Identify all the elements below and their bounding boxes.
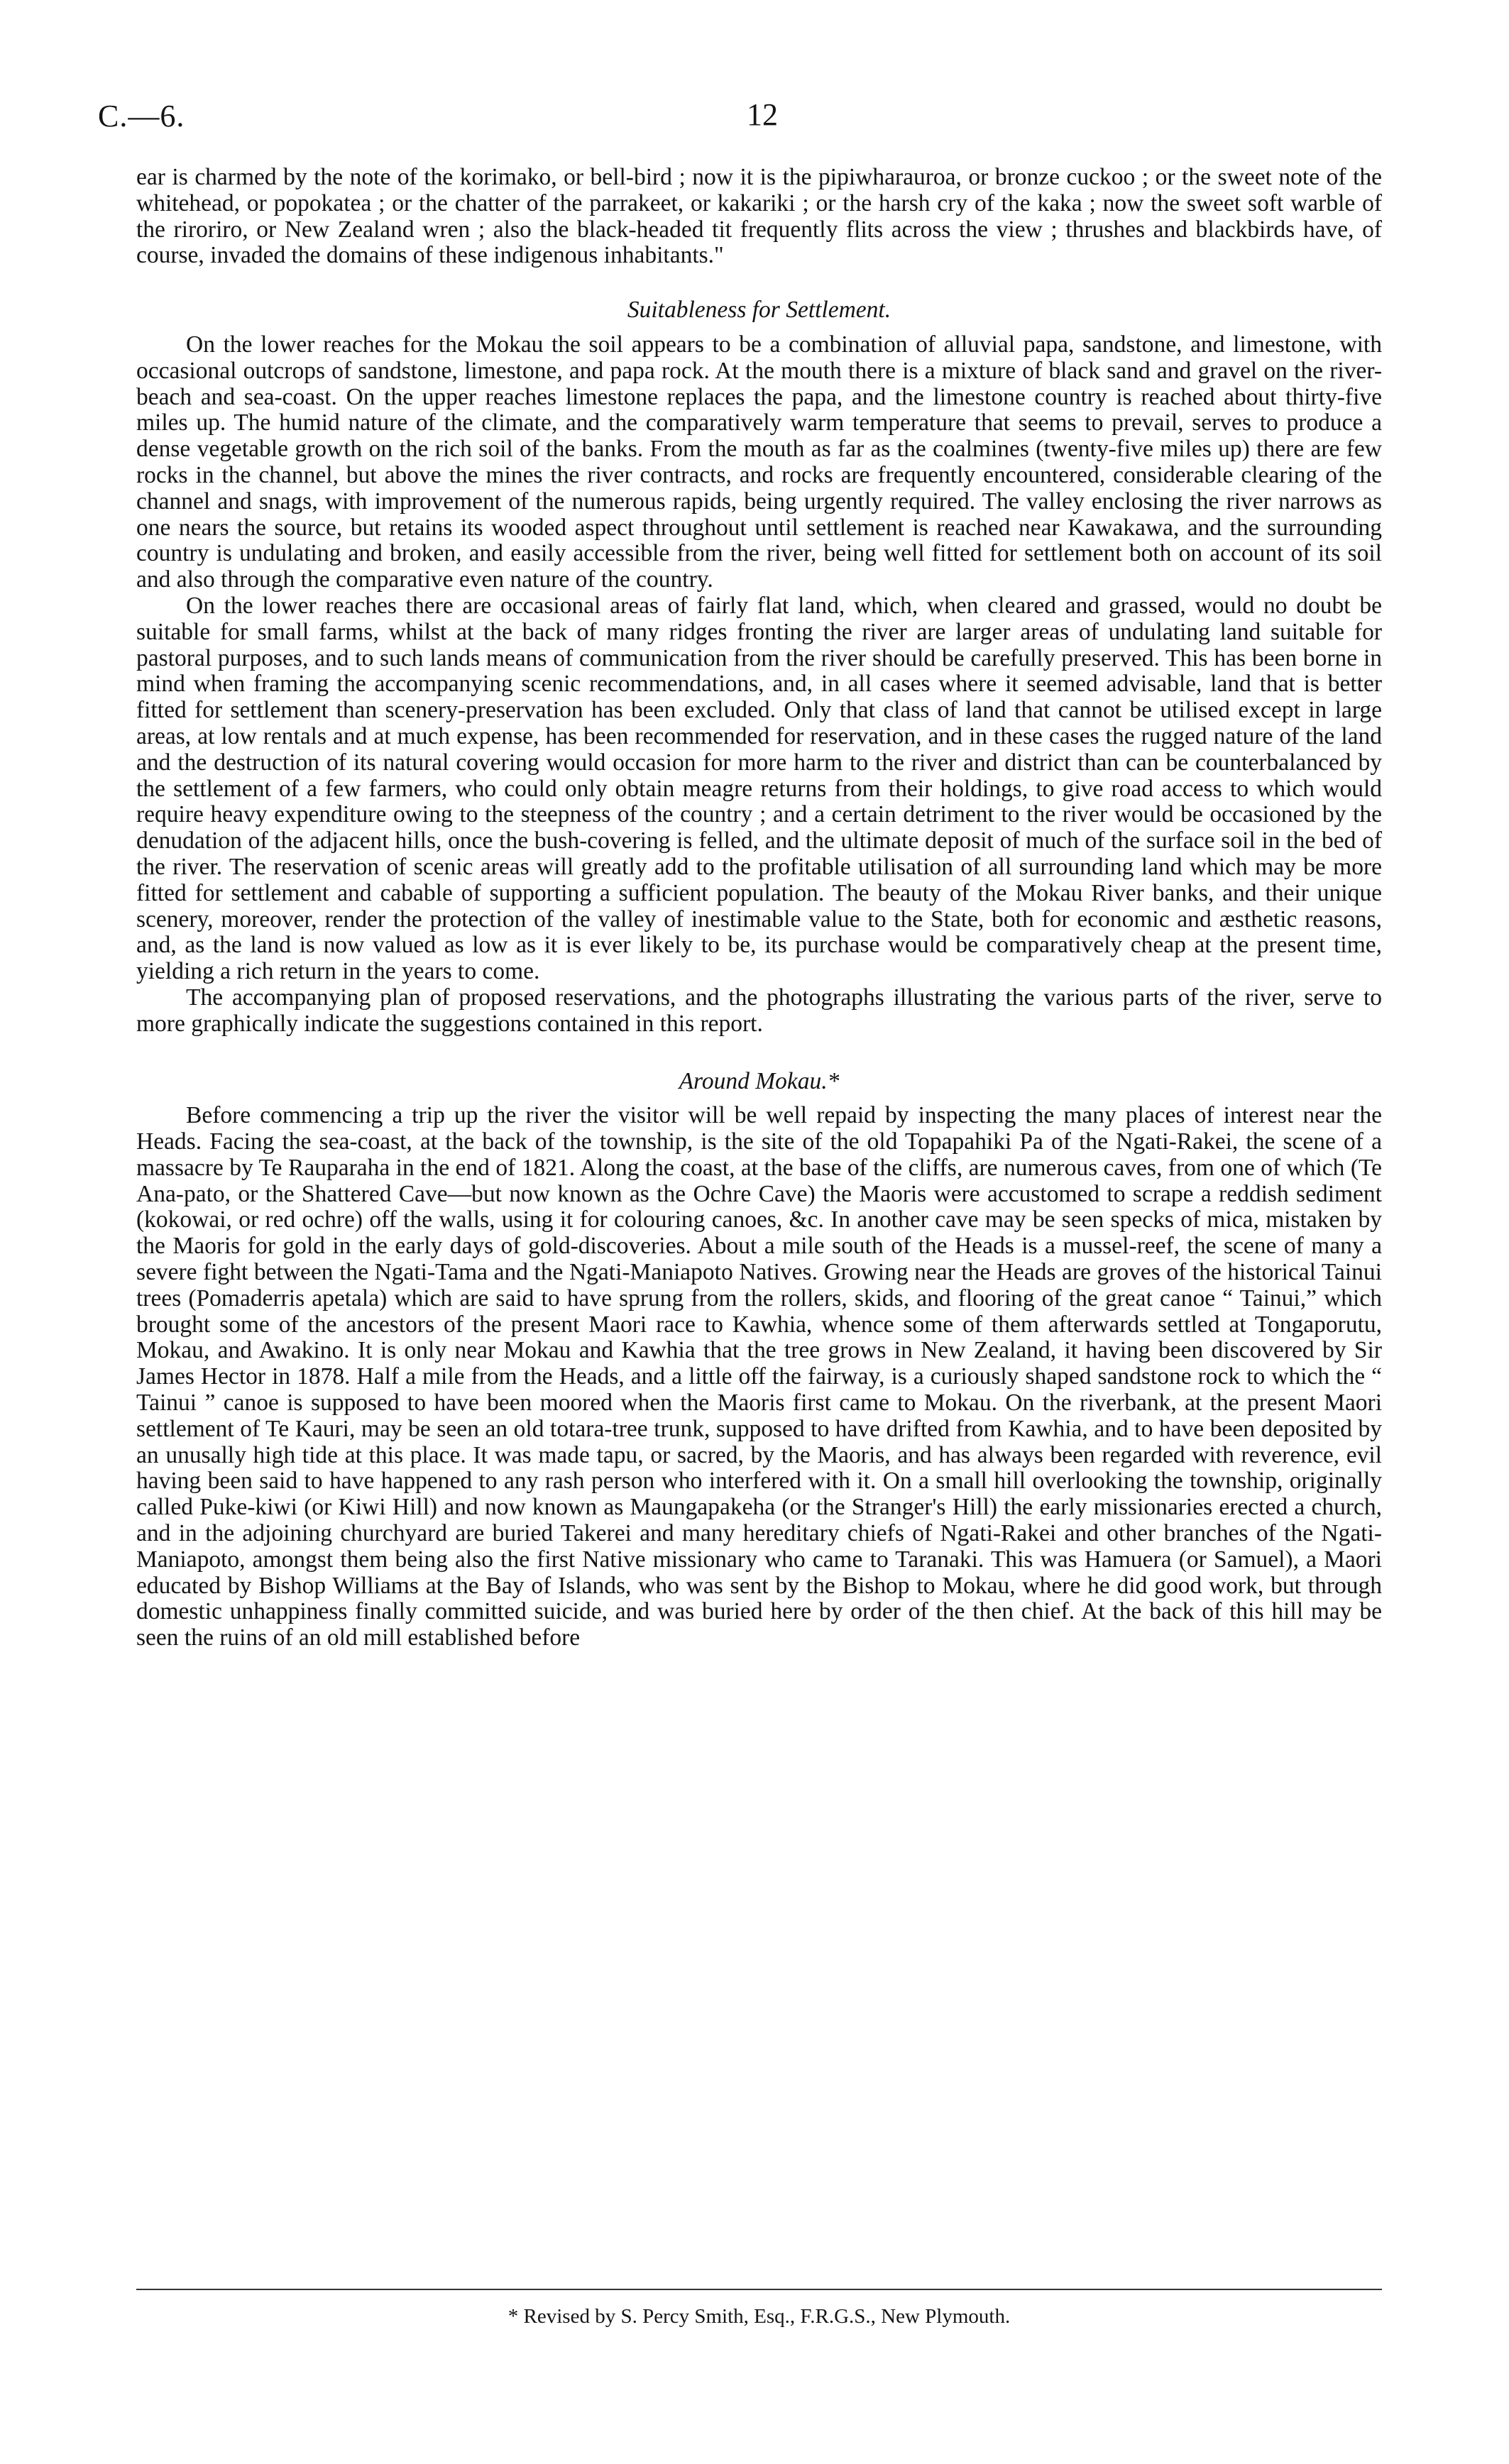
heading-around-mokau: Around Mokau.* (679, 1067, 840, 1094)
heading-suitableness-for-settlement: Suitableness for Settlement. (627, 297, 891, 324)
page-number: 12 (747, 97, 778, 132)
paragraph-places-near-heads: Before commencing a trip up the river the visitor will be well repaid by inspecting the many places of interest near the Heads. Facing the sea-coast, at the back of the township, is the site of the old Topapahiki Pa of the Ngati-Rakei, the scene of a massacre by Te Rauparaha in the end of 1821. Along the coast, at the base of the cliffs, are numerous caves, from one of which (Te Ana-pato, or the Shattered Cave—but now known as the Ochre Cave) the Maoris were accustomed to scrape a reddish sediment (kokowai, or red ochre) off the walls, using it for colouring canoes, &c. In another cave may be seen specks of mica, mistaken by the Maoris for gold in the early days of gold-discoveries. About a mile south of the Heads is a mussel-reef, the scene of many a severe fight between the Ngati-Tama and the Ngati-Maniapoto Natives. Growing near the Heads are groves of the historical Tainui trees (Pomaderris apetala) which are said to have sprung from the rollers, skids, and flooring of the great canoe “ Tainui,” which brought some of the ancestors of the present Maori race to Kawhia, whence some of them afterwards settled at Tongaporutu, Mokau, and Awakino. It is only near Mokau and Kawhia that the tree grows in New Zealand, it having been discovered by Sir James Hector in 1878. Half a mile from the Heads, and a little off the fairway, is a curiously shaped sandstone rock to which the “ Tainui ” canoe is supposed to have been moored when the Maoris first came to Mokau. On the riverbank, at the present Maori settlement of Te Kauri, may be seen an old totara-tree trunk, supposed to have drifted from Kawhia, and to have been deposited by an unusally high tide at this place. It was made tapu, or sacred, by the Maoris, and has always been regarded with reverence, evil having been said to have happened to any rash person who interfered with it. On a small hill overlooking the township, originally called Puke-kiwi (or Kiwi Hill) and now known as Maungapakeha (or the Stranger's Hill) the early missionaries erected a church, and in the adjoining churchyard are buried Takerei and many hereditary chiefs of Ngati-Rakei and other branches of the Ngati-Maniapoto, amongst them being also the first Native missionary who came to Taranaki. This was Hamuera (or Samuel), a Maori educated by Bishop Williams at the Bay of Islands, who was sent by the Bishop to Mokau, where he did good work, but through domestic unhappiness finally committed suicide, and was buried here by order of the then chief. At the back of this hill may be seen the ruins of an old mill established before (136, 1102, 1382, 1651)
page-id: C.—6. (98, 99, 185, 133)
footnote-divider (136, 2289, 1382, 2290)
footnote: * Revised by S. Percy Smith, Esq., F.R.G.S., New Plymouth. (507, 2305, 1011, 2328)
paragraph-soil-and-river: On the lower reaches for the Mokau the soil appears to be a combination of alluvial papa, sandstone, and limestone, with occasional outcrops of sandstone, limestone, and papa rock. At the mouth there is a mixture of black sand and gravel on the river-beach and sea-coast. On the upper reaches limestone replaces the papa, and the limestone country is reached about thirty-five miles up. The humid nature of the climate, and the comparatively warm temperature that seems to prevail, serves to produce a dense vegetable growth on the rich soil of the banks. From the mouth as far as the coalmines (twenty-five miles up) there are few rocks in the channel, but above the mines the river contracts, and rocks are frequently encountered, considerable clearing of the channel and snags, with improvement of the numerous rapids, being urgently required. The valley enclosing the river narrows as one nears the source, but retains its wooded aspect throughout until settlement is reached near Kawakawa, and the surrounding country is undulating and broken, and easily accessible from the river, being well fitted for settlement both on account of its soil and also through the comparative even nature of the country. (136, 331, 1382, 593)
paragraph-accompanying-plan: The accompanying plan of proposed reservations, and the photographs illustrating the various parts of the river, serve to more graphically indicate the suggestions contained in this report. (136, 984, 1382, 1037)
paragraph-bird-notes: ear is charmed by the note of the korimako, or bell-bird ; now it is the pipiwharauroa, or bronze cuckoo ; or the sweet note of the whitehead, or popokatea ; or the chatter of the parrakeet, or kakariki ; or the harsh cry of the kaka ; now the sweet soft warble of the riroriro, or New Zealand wren ; also the black-headed tit frequently flits across the view ; thrushes and blackbirds have, of course, invaded the domains of these indigenous inhabitants." (136, 164, 1382, 269)
paragraph-flat-land-reservations: On the lower reaches there are occasional areas of fairly flat land, which, when cleared and grassed, would no doubt be suitable for small farms, whilst at the back of many ridges fronting the river are larger areas of undulating land suitable for pastoral purposes, and to such lands means of communication from the river should be carefully preserved. This has been borne in mind when framing the accompanying scenic recommendations, and, in all cases where it seemed advisable, land that is better fitted for settlement than scenery-preservation has been excluded. Only that class of land that cannot be utilised except in large areas, at low rentals and at much expense, has been recommended for reservation, and in these cases the rugged nature of the land and the destruction of its natural covering would occasion for more harm to the river and district than can be counterbalanced by the settlement of a few farmers, who could only obtain meagre returns from their holdings, to give road access to which would require heavy expenditure owing to the steepness of the country ; and a certain detriment to the river would be occasioned by the denudation of the adjacent hills, once the bush-covering is felled, and the ultimate deposit of much of the surface soil in the bed of the river. The reservation of scenic areas will greatly add to the profitable utilisation of all surrounding land which may be more fitted for settlement and cabable of supporting a sufficient population. The beauty of the Mokau River banks, and their unique scenery, moreover, render the protection of the valley of inestimable value to the State, both for economic and æsthetic reasons, and, as the land is now valued as low as it is ever likely to be, its purchase would be comparatively cheap at the present time, yielding a rich return in the years to come. (136, 592, 1382, 985)
report-body (136, 165, 1382, 1651)
